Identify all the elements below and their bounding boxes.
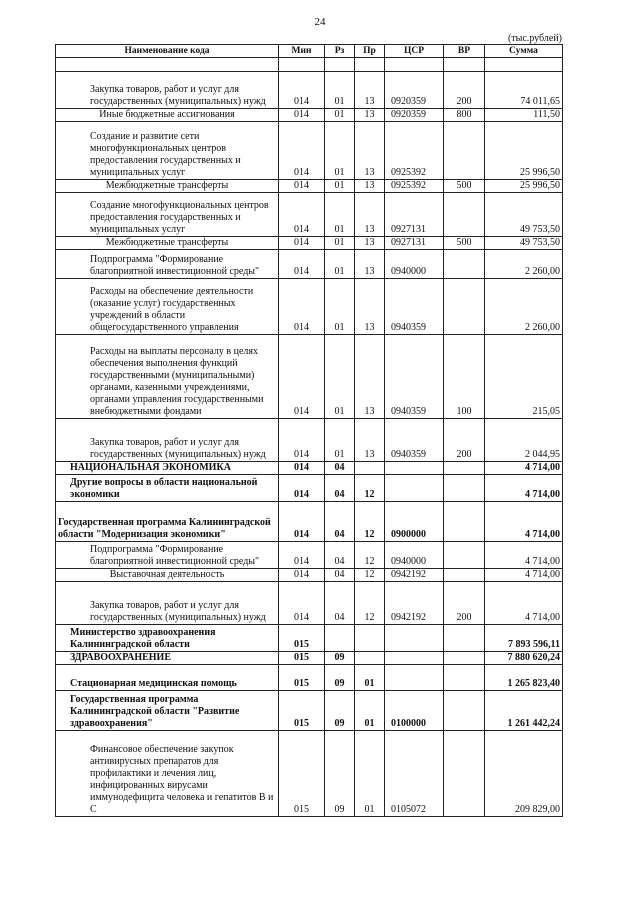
row-rz: 01 [325, 109, 355, 122]
table-row [56, 180, 563, 193]
row-name: Закупка товаров, работ и услуг для государственных (муниципальных) нужд [56, 582, 279, 625]
row-csr: 0940359 [385, 279, 444, 335]
row-name: Стационарная медицинская помощь [56, 665, 279, 691]
table-row [56, 625, 563, 652]
row-rz: 09 [325, 665, 355, 691]
row-sum: 1 265 823,40 [485, 665, 563, 691]
row-name: ЗДРАВООХРАНЕНИЕ [56, 652, 279, 665]
row-rz: 01 [325, 419, 355, 462]
row-sum: 25 996,50 [485, 180, 563, 193]
row-name: Финансовое обеспечение закупок антивирусных препаратов для профилактики и лечения лиц, инфицированных вирусами иммунодефицита человека и гепатитов В и С [56, 731, 279, 817]
table-row [56, 652, 563, 665]
row-pr: 13 [355, 279, 385, 335]
units-label: (тыс.рублей) [507, 33, 562, 44]
row-pr: 13 [355, 419, 385, 462]
row-sum: 4 714,00 [485, 475, 563, 502]
row-vr [444, 625, 485, 652]
row-vr: 200 [444, 72, 485, 109]
row-min: 014 [279, 109, 325, 122]
row-sum: 2 260,00 [485, 279, 563, 335]
row-name: Иные бюджетные ассигнования [56, 109, 279, 122]
table-row [56, 419, 563, 462]
row-csr: 0927131 [385, 193, 444, 237]
row-vr [444, 652, 485, 665]
table-row [56, 250, 563, 279]
row-min: 014 [279, 462, 325, 475]
table-row [56, 237, 563, 250]
row-rz: 09 [325, 652, 355, 665]
table-row [56, 72, 563, 109]
row-sum: 4 714,00 [485, 582, 563, 625]
row-name: Закупка товаров, работ и услуг для государственных (муниципальных) нужд [56, 72, 279, 109]
table-row [56, 279, 563, 335]
row-csr: 0925392 [385, 122, 444, 180]
row-min: 014 [279, 122, 325, 180]
row-vr [444, 58, 485, 72]
row-min: 014 [279, 475, 325, 502]
row-sum: 49 753,50 [485, 193, 563, 237]
row-vr [444, 542, 485, 569]
row-name: Подпрограмма "Формирование благоприятной инвестиционной среды" [56, 542, 279, 569]
row-vr: 800 [444, 109, 485, 122]
row-rz: 01 [325, 180, 355, 193]
row-sum: 7 880 620,24 [485, 652, 563, 665]
row-name: Расходы на выплаты персоналу в целях обеспечения выполнения функций государственными (муниципальными) органами, казенными учреждениями, органами управления государственными внебюджетными фондами [56, 335, 279, 419]
row-name: Министерство здравоохранения Калининградской области [56, 625, 279, 652]
row-pr: 12 [355, 475, 385, 502]
row-pr [355, 58, 385, 72]
row-pr: 13 [355, 72, 385, 109]
header-pr: Пр [355, 45, 385, 58]
row-rz: 04 [325, 462, 355, 475]
row-min: 014 [279, 502, 325, 542]
row-vr: 200 [444, 419, 485, 462]
row-min: 014 [279, 72, 325, 109]
row-min: 015 [279, 691, 325, 731]
row-vr [444, 193, 485, 237]
row-rz [325, 58, 355, 72]
row-pr: 12 [355, 542, 385, 569]
table-row [56, 691, 563, 731]
row-sum: 1 261 442,24 [485, 691, 563, 731]
row-csr [385, 58, 444, 72]
header-rz: Рз [325, 45, 355, 58]
row-rz: 04 [325, 542, 355, 569]
row-rz: 04 [325, 582, 355, 625]
row-min: 014 [279, 582, 325, 625]
row-rz: 09 [325, 731, 355, 817]
row-sum: 4 714,00 [485, 569, 563, 582]
row-pr [355, 652, 385, 665]
row-csr [385, 652, 444, 665]
row-sum: 215,05 [485, 335, 563, 419]
row-rz: 01 [325, 279, 355, 335]
row-pr: 13 [355, 250, 385, 279]
row-sum: 7 893 596,11 [485, 625, 563, 652]
row-csr: 0920359 [385, 72, 444, 109]
header-sum: Сумма [485, 45, 563, 58]
row-csr: 0900000 [385, 502, 444, 542]
row-name: Закупка товаров, работ и услуг для государственных (муниципальных) нужд [56, 419, 279, 462]
table-row [56, 109, 563, 122]
header-vr: ВР [444, 45, 485, 58]
row-pr: 13 [355, 180, 385, 193]
row-min: 014 [279, 419, 325, 462]
table-row [56, 569, 563, 582]
row-rz: 01 [325, 122, 355, 180]
row-pr: 13 [355, 122, 385, 180]
row-name: Межбюджетные трансферты [56, 180, 279, 193]
row-rz [325, 625, 355, 652]
budget-table [55, 44, 563, 817]
row-name: Государственная программа Калининградской области "Развитие здравоохранения" [56, 691, 279, 731]
row-vr [444, 569, 485, 582]
row-csr [385, 665, 444, 691]
row-name: Межбюджетные трансферты [56, 237, 279, 250]
table-row [56, 475, 563, 502]
row-vr: 500 [444, 180, 485, 193]
row-rz: 09 [325, 691, 355, 731]
table-row [56, 335, 563, 419]
row-sum: 209 829,00 [485, 731, 563, 817]
row-min: 015 [279, 731, 325, 817]
row-rz: 01 [325, 335, 355, 419]
header-csr: ЦСР [385, 45, 444, 58]
row-min: 014 [279, 180, 325, 193]
row-sum: 4 714,00 [485, 542, 563, 569]
row-min [279, 58, 325, 72]
row-name: Подпрограмма "Формирование благоприятной инвестиционной среды" [56, 250, 279, 279]
row-sum: 49 753,50 [485, 237, 563, 250]
row-name: НАЦИОНАЛЬНАЯ ЭКОНОМИКА [56, 462, 279, 475]
row-vr [444, 691, 485, 731]
row-rz: 04 [325, 569, 355, 582]
row-csr: 0925392 [385, 180, 444, 193]
table-row [56, 462, 563, 475]
row-rz: 04 [325, 502, 355, 542]
row-pr: 12 [355, 582, 385, 625]
row-name: Другие вопросы в области национальной экономики [56, 475, 279, 502]
row-sum: 2 260,00 [485, 250, 563, 279]
row-pr: 01 [355, 665, 385, 691]
table-row [56, 731, 563, 817]
row-name: Создание и развитие сети многофункциональных центров предоставления государственных и муниципальных услуг [56, 122, 279, 180]
row-pr: 13 [355, 109, 385, 122]
row-vr [444, 665, 485, 691]
row-sum: 74 011,65 [485, 72, 563, 109]
row-vr [444, 279, 485, 335]
row-vr: 200 [444, 582, 485, 625]
row-pr: 01 [355, 691, 385, 731]
row-vr: 100 [444, 335, 485, 419]
row-csr: 0940359 [385, 335, 444, 419]
row-min: 014 [279, 569, 325, 582]
row-vr [444, 731, 485, 817]
row-csr: 0920359 [385, 109, 444, 122]
table-row [56, 58, 563, 72]
table-header-row [56, 45, 563, 58]
row-csr [385, 475, 444, 502]
row-vr [444, 250, 485, 279]
row-csr: 0940000 [385, 542, 444, 569]
row-pr: 13 [355, 237, 385, 250]
row-csr: 0942192 [385, 569, 444, 582]
row-sum: 111,50 [485, 109, 563, 122]
row-pr: 13 [355, 193, 385, 237]
header-name: Наименование кода [56, 45, 279, 58]
table-row [56, 582, 563, 625]
row-csr: 0942192 [385, 582, 444, 625]
row-csr [385, 462, 444, 475]
row-sum [485, 58, 563, 72]
row-pr [355, 462, 385, 475]
row-min: 015 [279, 625, 325, 652]
row-sum: 25 996,50 [485, 122, 563, 180]
row-vr [444, 122, 485, 180]
row-pr: 13 [355, 335, 385, 419]
table-row [56, 193, 563, 237]
row-name: Государственная программа Калининградской области "Модернизация экономики" [56, 502, 279, 542]
row-csr: 0105072 [385, 731, 444, 817]
row-name: Создание многофункциональных центров предоставления государственных и муниципальных услуг [56, 193, 279, 237]
row-min: 014 [279, 335, 325, 419]
row-vr: 500 [444, 237, 485, 250]
row-pr: 01 [355, 731, 385, 817]
row-name: Расходы на обеспечение деятельности (оказание услуг) государственных учреждений в области общегосударственного управления [56, 279, 279, 335]
row-sum: 2 044,95 [485, 419, 563, 462]
row-csr [385, 625, 444, 652]
row-vr [444, 462, 485, 475]
row-csr: 0940359 [385, 419, 444, 462]
row-pr: 12 [355, 569, 385, 582]
table-row [56, 542, 563, 569]
row-csr: 0940000 [385, 250, 444, 279]
row-vr [444, 502, 485, 542]
row-rz: 01 [325, 250, 355, 279]
row-min: 014 [279, 193, 325, 237]
row-rz: 01 [325, 72, 355, 109]
row-rz: 01 [325, 193, 355, 237]
row-min: 014 [279, 542, 325, 569]
page-number: 24 [314, 16, 326, 28]
table-row [56, 502, 563, 542]
row-pr [355, 625, 385, 652]
row-min: 015 [279, 665, 325, 691]
row-sum: 4 714,00 [485, 502, 563, 542]
row-csr: 0100000 [385, 691, 444, 731]
row-csr: 0927131 [385, 237, 444, 250]
row-rz: 01 [325, 237, 355, 250]
table-row [56, 665, 563, 691]
row-pr: 12 [355, 502, 385, 542]
row-min: 014 [279, 250, 325, 279]
table-row [56, 122, 563, 180]
row-min: 015 [279, 652, 325, 665]
row-name: Выставочная деятельность [56, 569, 279, 582]
row-name [56, 58, 279, 72]
row-min: 014 [279, 279, 325, 335]
row-rz: 04 [325, 475, 355, 502]
row-sum: 4 714,00 [485, 462, 563, 475]
row-min: 014 [279, 237, 325, 250]
header-min: Мин [279, 45, 325, 58]
row-vr [444, 475, 485, 502]
